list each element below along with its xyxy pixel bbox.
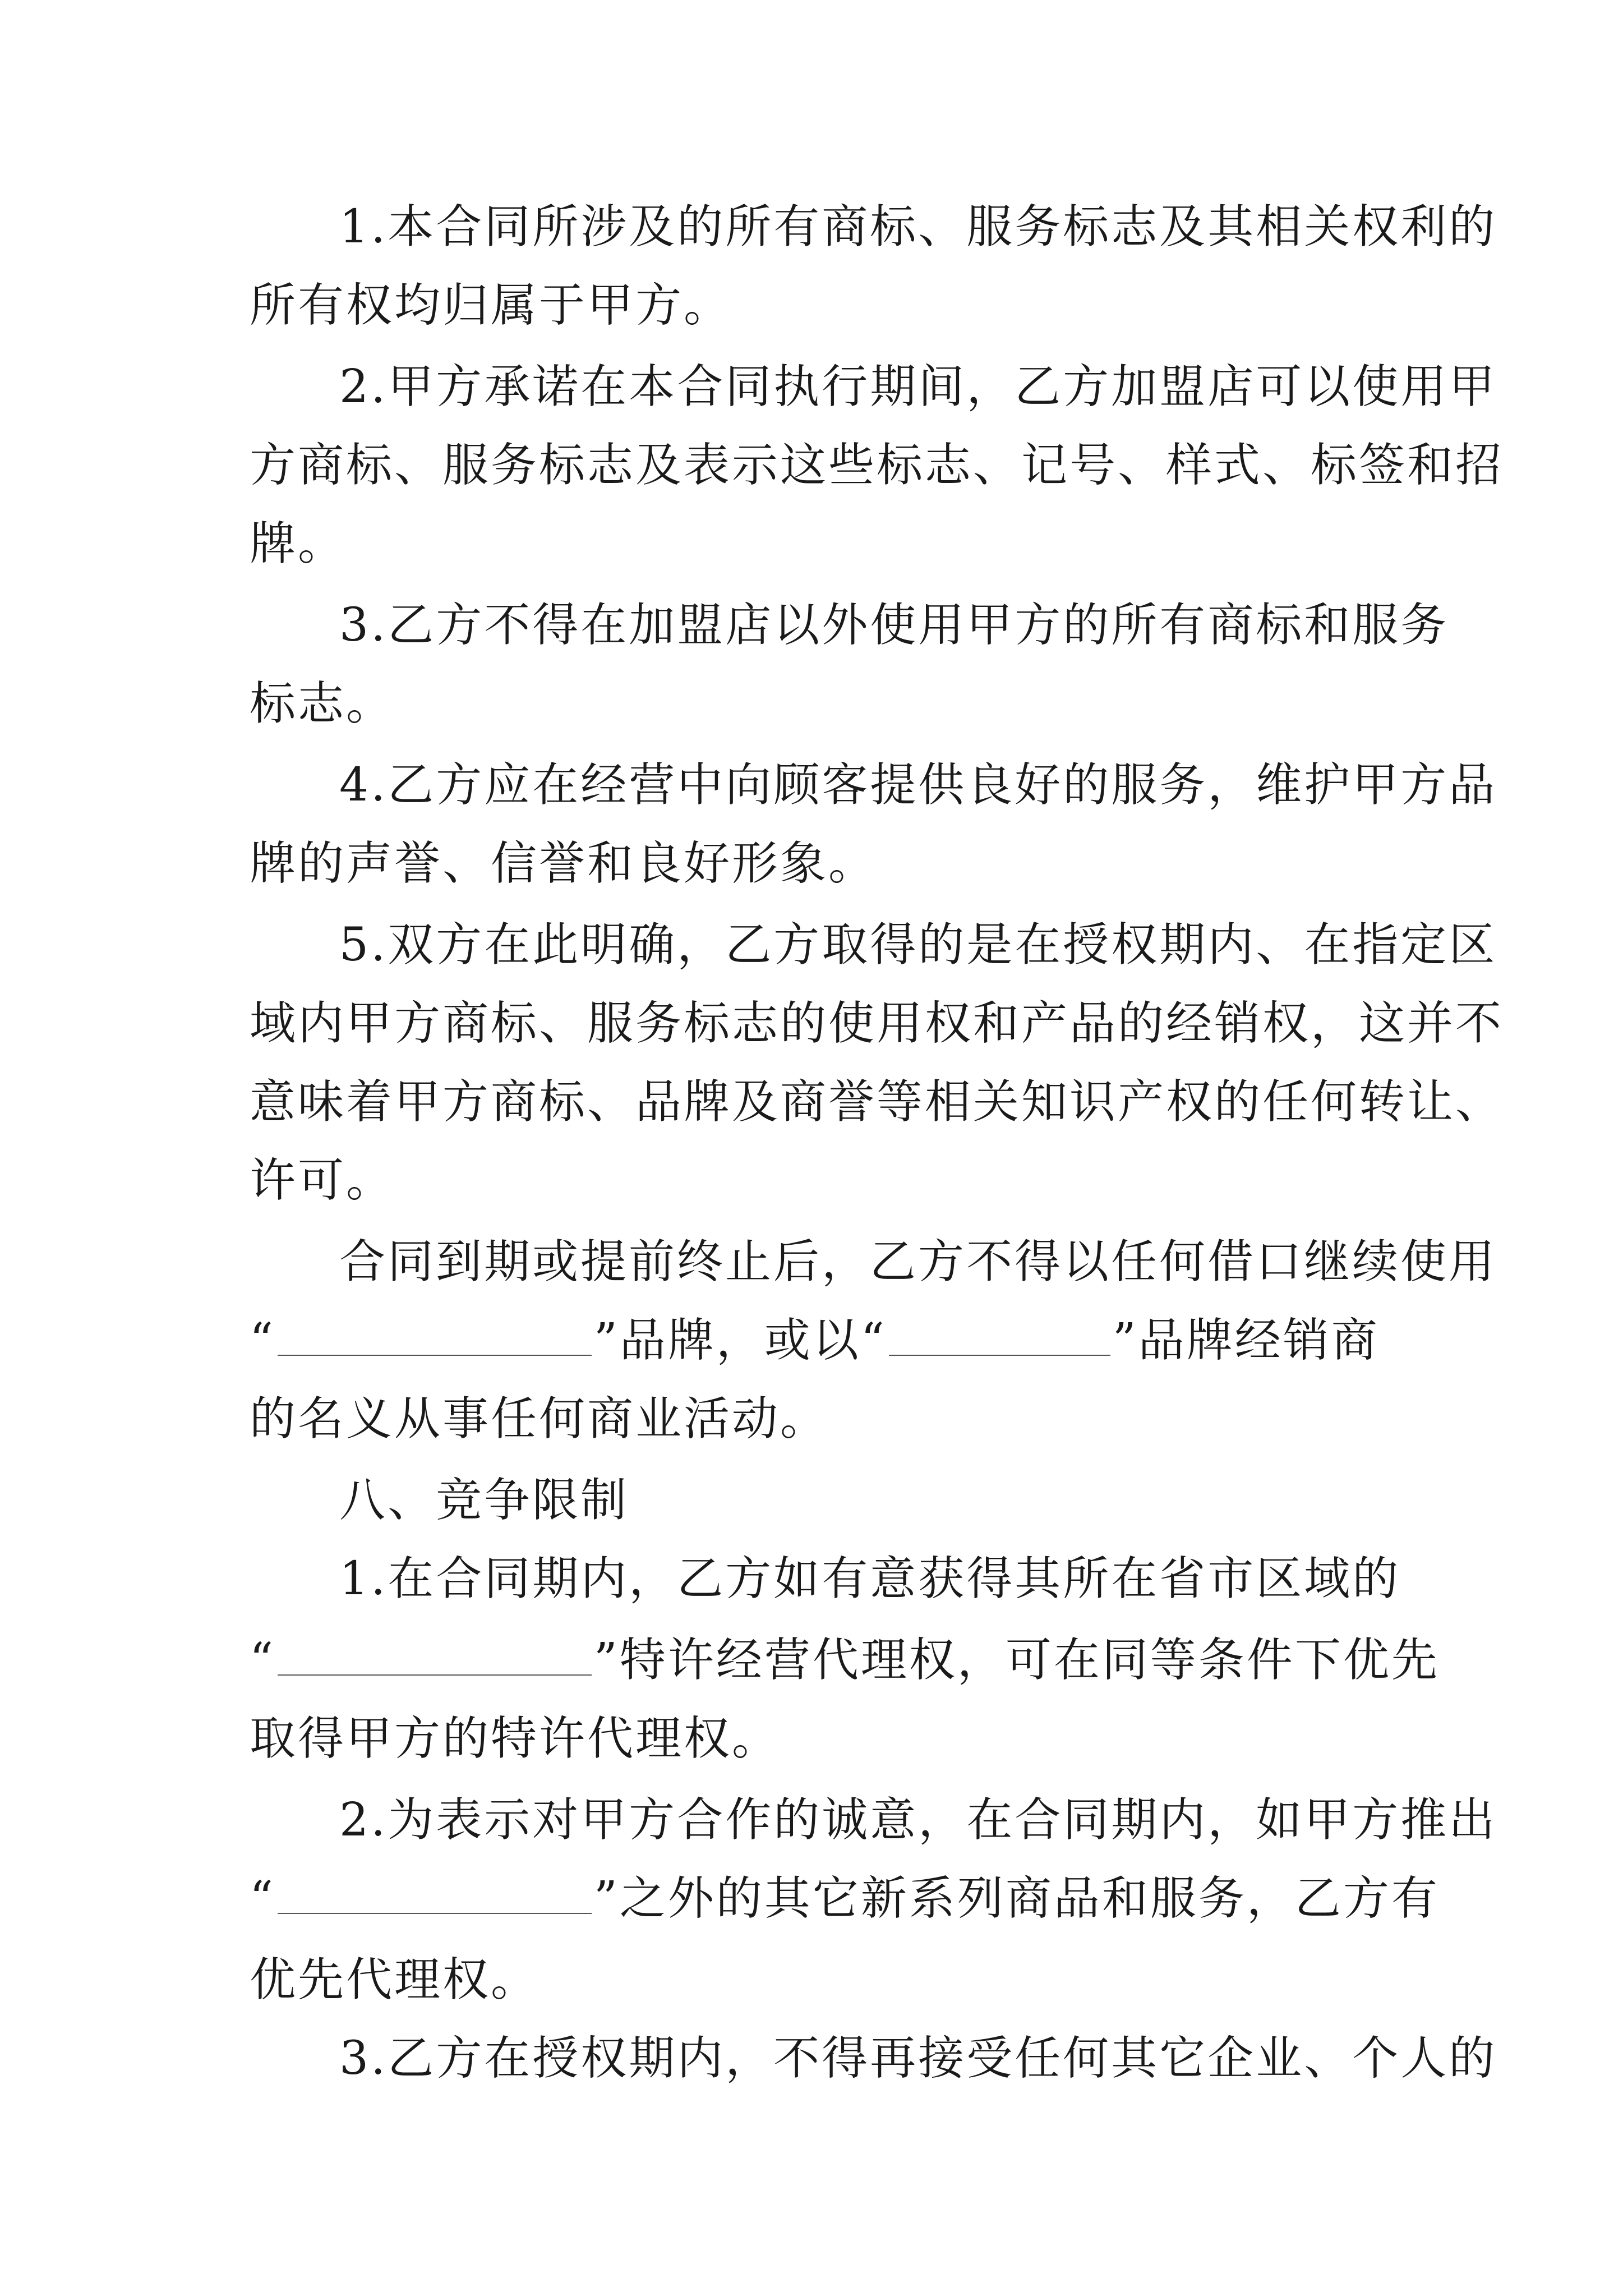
text-line: 标志。: [250, 677, 395, 730]
text-line: 2.甲方承诺在本合同执行期间，乙方加盟店可以使用甲: [339, 360, 1497, 413]
text-line: 牌的声誉、信誉和良好形象。: [250, 837, 877, 890]
text-line: 2.为表示对甲方合作的诚意，在合同期内，如甲方推出: [339, 1793, 1497, 1847]
text-line: 许可。: [250, 1154, 395, 1207]
fill-in-blank: [278, 1315, 592, 1356]
text-line: 方商标、服务标志及表示这些标志、记号、样式、标签和招: [250, 439, 1504, 492]
fill-in-blank: [889, 1315, 1110, 1356]
text-line: 5.双方在此明确，乙方取得的是在授权期内、在指定区: [339, 918, 1497, 972]
text-line: 4.乙方应在经营中向顾客提供良好的服务，维护甲方品: [339, 758, 1497, 812]
text-line: 3.乙方不得在加盟店以外使用甲方的所有商标和服务: [339, 599, 1449, 652]
blank-line-brand: “ ”品牌，或以“ ”品牌经销商: [250, 1314, 1380, 1367]
fill-in-blank: [278, 1635, 592, 1676]
text-line: 1.在合同期内，乙方如有意获得其所在省市区域的: [339, 1552, 1401, 1605]
text-line: 1.本合同所涉及的所有商标、服务标志及其相关权利的: [339, 200, 1497, 254]
text-line: 牌。: [250, 517, 347, 570]
text-line: 取得甲方的特许代理权。: [250, 1712, 781, 1765]
text-line: 合同到期或提前终止后，乙方不得以任何借口继续使用: [339, 1235, 1497, 1289]
text-line: 域内甲方商标、服务标志的使用权和产品的经销权，这并不: [250, 997, 1504, 1050]
text-line: 意味着甲方商标、品牌及商誉等相关知识产权的任何转让、: [250, 1075, 1504, 1129]
blank-line-franchise: “ ”特许经营代理权，可在同等条件下优先: [250, 1634, 1440, 1687]
text-line: 3.乙方在授权期内，不得再接受任何其它企业、个人的: [339, 2032, 1497, 2085]
blank-line-series: “ ”之外的其它新系列商品和服务，乙方有: [250, 1872, 1440, 1925]
text-line: 的名义从事任何商业活动。: [250, 1392, 829, 1446]
fill-in-blank: [278, 1874, 592, 1914]
text-line: 所有权均归属于甲方。: [250, 279, 732, 332]
section-heading: 八、竞争限制: [339, 1474, 629, 1527]
text-line: 优先代理权。: [250, 1953, 540, 2007]
